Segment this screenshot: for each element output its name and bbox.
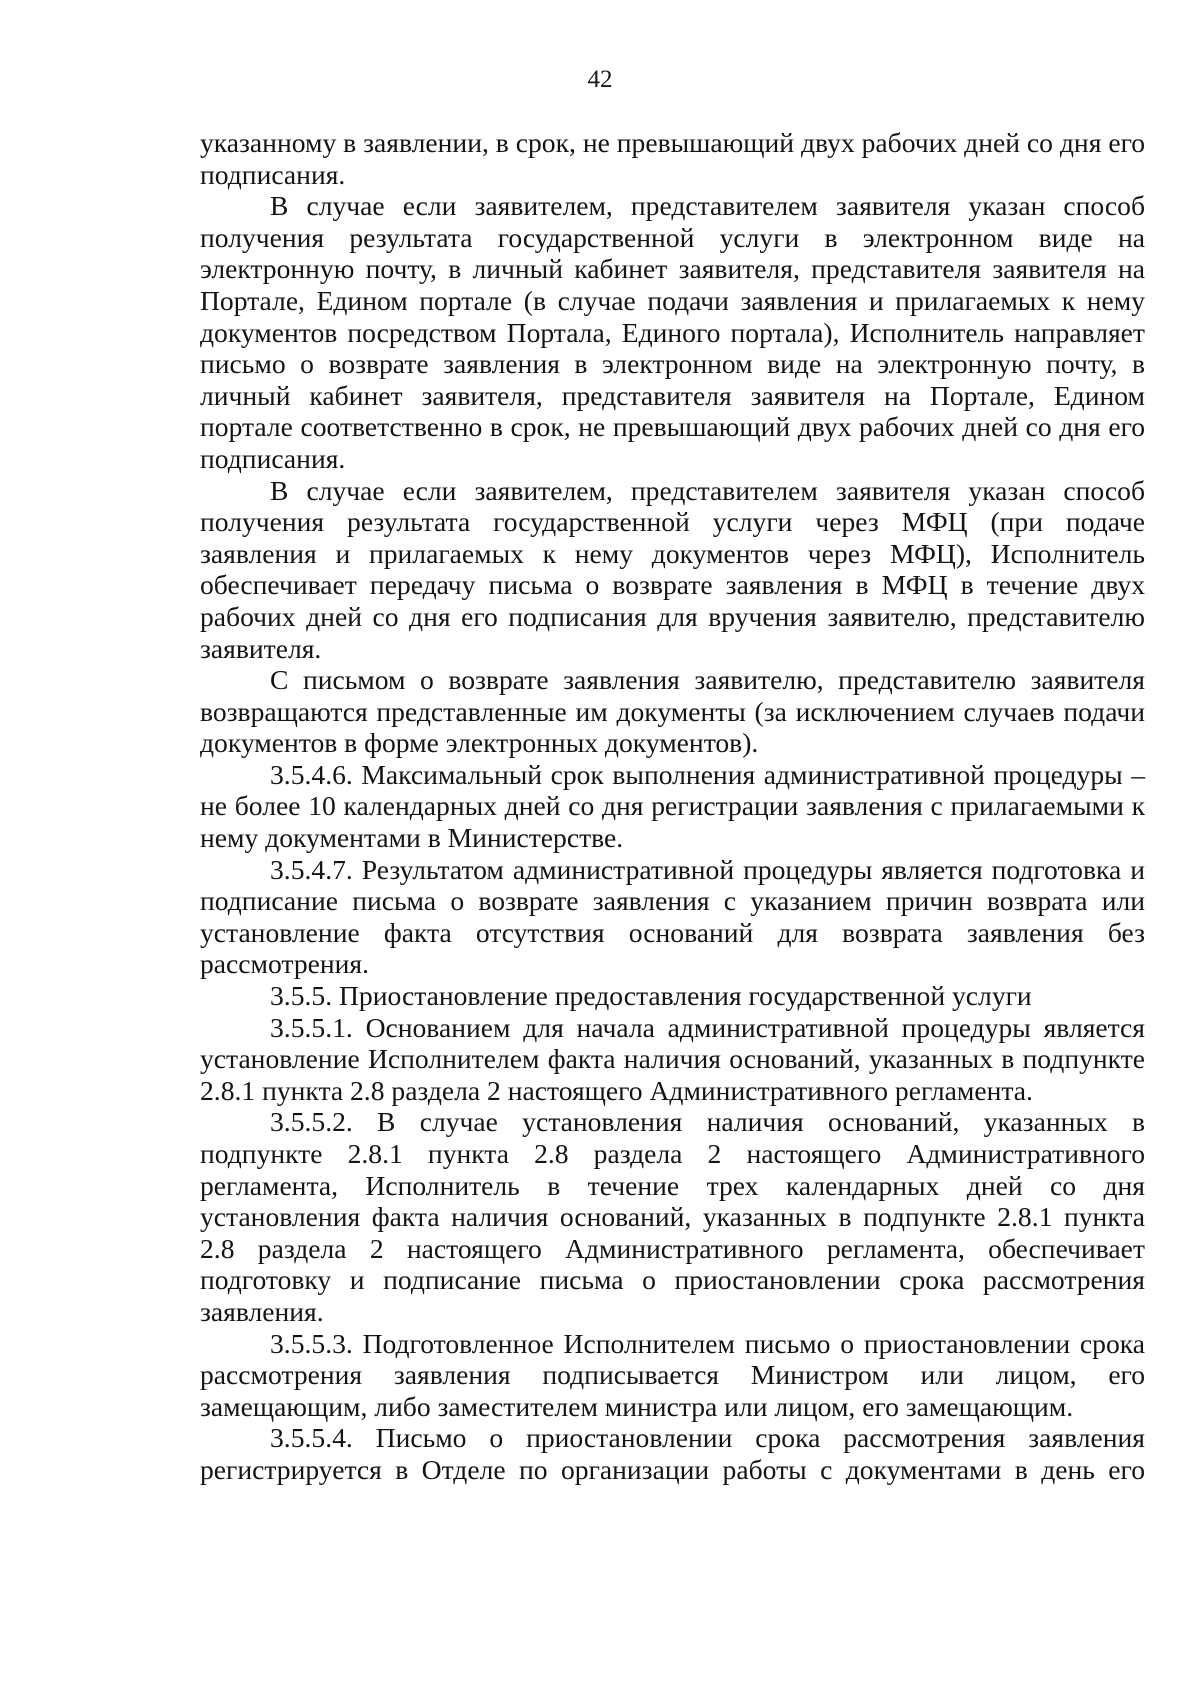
section-heading-3-5-5: 3.5.5. Приостановление предоставления государственной услуги (270, 980, 1032, 1012)
paragraph-3-5-5-3: 3.5.5.3. Подготовленное Исполнителем письмо о приостановлении срока рассмотрения заявления подписывается Министром или лицом, его замещающим, либо заместителем министра или лицом, его замещающим. (200, 1327, 1145, 1422)
paragraph-3-5-5-2: 3.5.5.2. В случае установления наличия оснований, указанных в подпункте 2.8.1 пункта 2.8 раздела 2 настоящего Административного регламента, Исполнитель в течение трех календарных дней со дня установления факта наличия оснований, указанных в подпункте 2.8.1 пункта 2.8 раздела 2 настоящего Административного регламента, обеспечивает подготовку и подписание письма о приостановлении срока рассмотрения заявления. (200, 1106, 1145, 1327)
paragraph-3-5-4-6: 3.5.4.6. Максимальный срок выполнения административной процедуры – не более 10 календарных дней со дня регистрации заявления с прилагаемыми к нему документами в Министерстве. (200, 758, 1145, 854)
paragraph-documents-returned: С письмом о возврате заявления заявителю, представителю заявителя возвращаются представленные им документы (за исключением случаев подачи документов в форме электронных документов). (200, 664, 1145, 759)
paragraph-electronic-return: В случае если заявителем, представителем заявителя указан способ получения результата государственной услуги в электронном виде на электронную почту, в личный кабинет заявителя, представителя заявителя на Портале, Едином портале (в случае подачи заявления и прилагаемых к нему документов посредством Портала, Единого портала), Исполнитель направляет письмо о возврате заявления в электронном виде на электронную почту, в личный кабинет заявителя, представителя заявителя на Портале, Едином портале соответственно в срок, не превышающий двух рабочих дней со дня его подписания. (200, 190, 1145, 474)
paragraph-3-5-5-4: 3.5.5.4. Письмо о приостановлении срока рассмотрения заявления регистрируется в Отделе по организации работы с документами в день его (200, 1422, 1145, 1485)
paragraph-3-5-5-1: 3.5.5.1. Основанием для начала административной процедуры является установление Исполнителем факта наличия оснований, указанных в подпункте 2.8.1 пункта 2.8 раздела 2 настоящего Административного регламента. (200, 1011, 1145, 1106)
paragraph-3-5-4-7: 3.5.4.7. Результатом административной процедуры является подготовка и подписание письма о возврате заявления с указанием причин возврата или установление факта отсутствия оснований для возврата заявления без рассмотрения. (200, 853, 1145, 980)
paragraph-mfc-return: В случае если заявителем, представителем заявителя указан способ получения результата государственной услуги через МФЦ (при подаче заявления и прилагаемых к нему документов через МФЦ), Исполнитель обеспечивает передачу письма о возврате заявления в МФЦ в течение двух рабочих дней со дня его подписания для вручения заявителю, представителю заявителя. (200, 474, 1145, 664)
paragraph-continuation: указанному в заявлении, в срок, не превышающий двух рабочих дней со дня его подписания. (200, 127, 1145, 190)
page-number: 42 (587, 66, 613, 93)
document-body (200, 127, 1145, 1486)
